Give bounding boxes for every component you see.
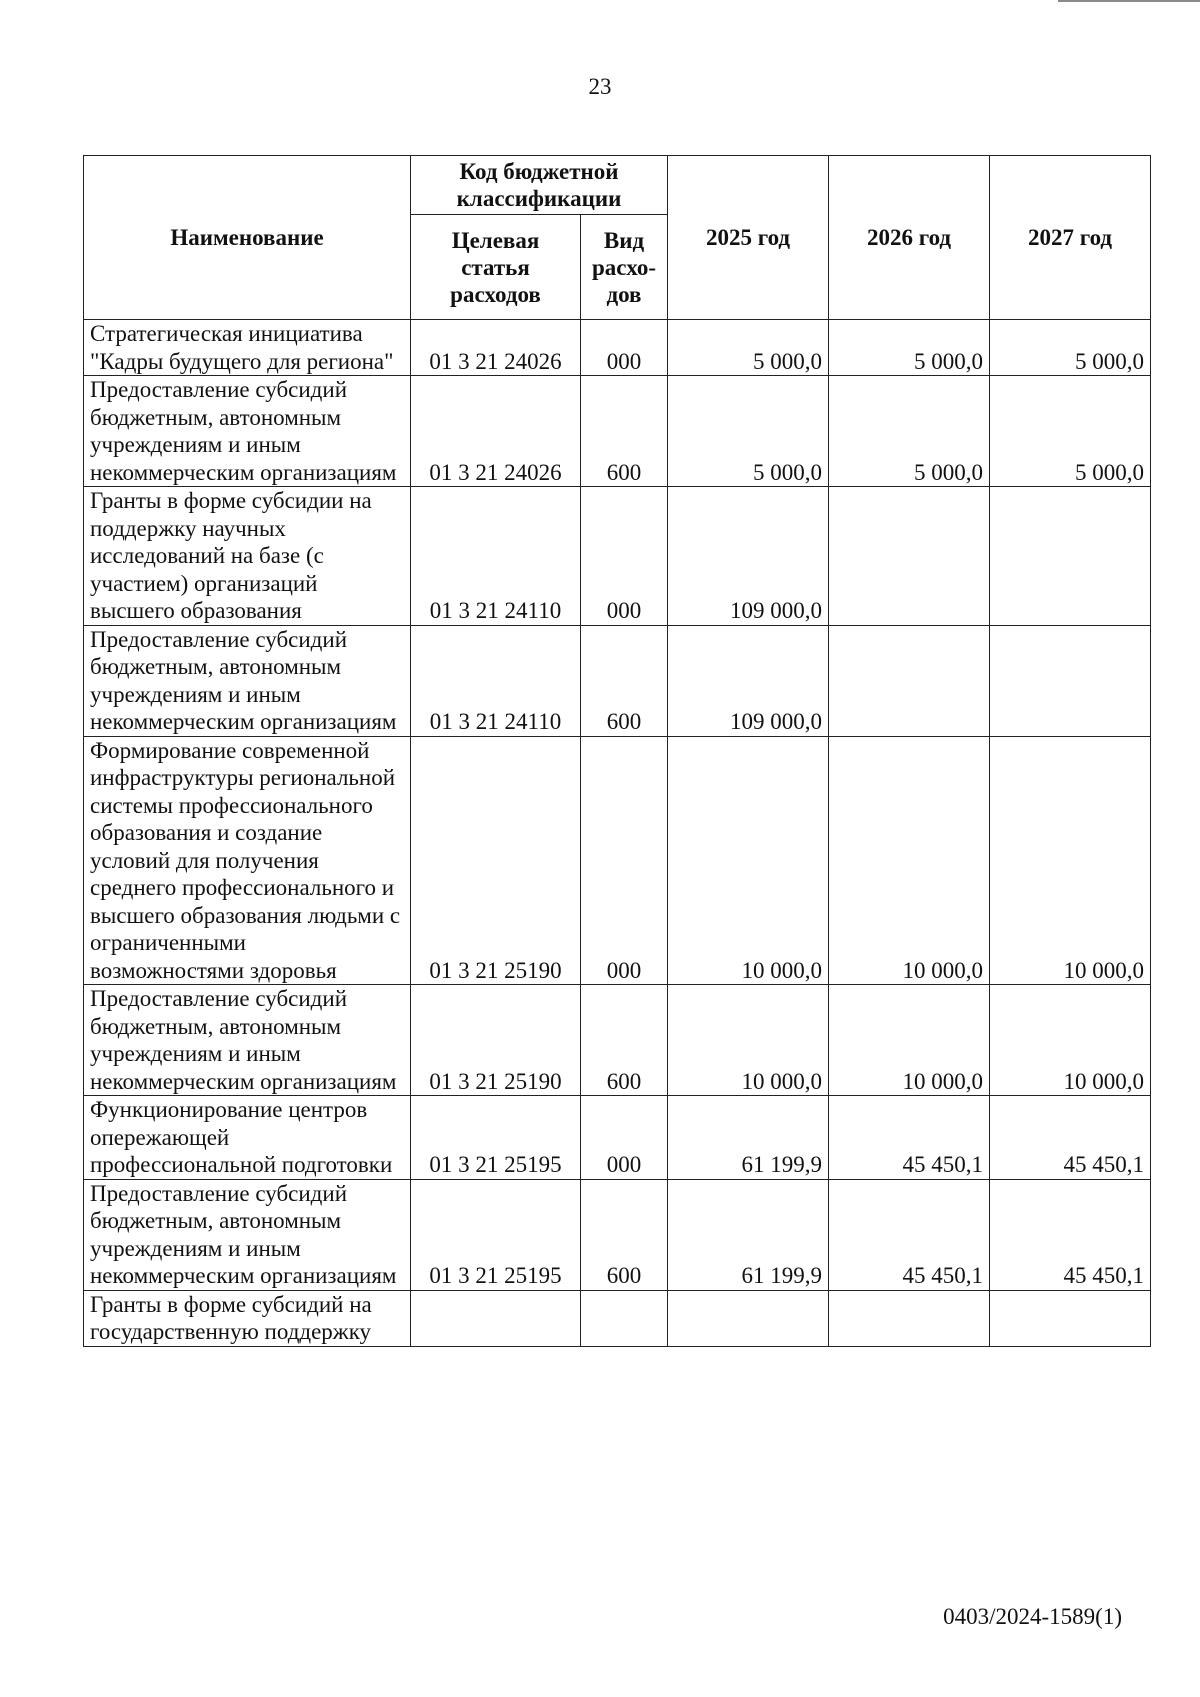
table-row — [84, 487, 1151, 626]
row-expense-type: 000 — [581, 487, 668, 626]
row-value-2026 — [829, 625, 990, 736]
page-number: 23 — [588, 74, 612, 99]
row-value-2027 — [990, 625, 1151, 736]
row-value-2026: 5 000,0 — [829, 320, 990, 376]
row-target-article: 01 3 21 24026 — [411, 320, 581, 376]
row-name: Предоставление субсидий бюджетным, автономным учреждениям и иным некоммерческим организациям — [84, 1179, 411, 1290]
row-value-2025: 10 000,0 — [668, 985, 829, 1096]
row-value-2027: 10 000,0 — [990, 985, 1151, 1096]
row-value-2027: 10 000,0 — [990, 736, 1151, 985]
row-name: Гранты в форме субсидии на поддержку научных исследований на базе (с участием) организаций высшего образования — [84, 487, 411, 626]
row-target-article: 01 3 21 25190 — [411, 736, 581, 985]
row-expense-type — [581, 1290, 668, 1346]
row-value-2026 — [829, 487, 990, 626]
header-target-article: Целевая статья расходов — [411, 215, 581, 320]
row-value-2027: 45 450,1 — [990, 1179, 1151, 1290]
row-value-2027: 45 450,1 — [990, 1096, 1151, 1180]
row-name: Формирование современной инфраструктуры региональной системы профессионального образования и создание условий для получения среднего профессионального и высшего образования людьми с ограниченными возможностями здоровья — [84, 736, 411, 985]
row-target-article: 01 3 21 24110 — [411, 625, 581, 736]
row-value-2026: 45 450,1 — [829, 1096, 990, 1180]
header-2025: 2025 год — [668, 156, 829, 320]
row-expense-type: 000 — [581, 1096, 668, 1180]
table-row — [84, 376, 1151, 487]
row-value-2025: 5 000,0 — [668, 320, 829, 376]
row-expense-type: 600 — [581, 625, 668, 736]
table-header — [84, 156, 1151, 320]
row-target-article: 01 3 21 25190 — [411, 985, 581, 1096]
row-name: Предоставление субсидий бюджетным, автономным учреждениям и иным некоммерческим организациям — [84, 625, 411, 736]
row-value-2027: 5 000,0 — [990, 320, 1151, 376]
row-value-2026 — [829, 1290, 990, 1346]
row-name: Стратегическая инициатива "Кадры будущего для региона" — [84, 320, 411, 376]
table-row — [84, 1290, 1151, 1346]
row-value-2026: 5 000,0 — [829, 376, 990, 487]
header-expense-type: Вид расхо-дов — [581, 215, 668, 320]
row-expense-type: 000 — [581, 736, 668, 985]
row-value-2027 — [990, 1290, 1151, 1346]
row-name: Функционирование центров опережающей профессиональной подготовки — [84, 1096, 411, 1180]
row-value-2025: 109 000,0 — [668, 625, 829, 736]
table-row — [84, 320, 1151, 376]
row-value-2027 — [990, 487, 1151, 626]
table-row — [84, 1179, 1151, 1290]
row-value-2027: 5 000,0 — [990, 376, 1151, 487]
table-row — [84, 1096, 1151, 1180]
row-expense-type: 600 — [581, 985, 668, 1096]
document-id: 0403/2024-1589(1) — [943, 1604, 1122, 1629]
row-target-article: 01 3 21 25195 — [411, 1096, 581, 1180]
row-expense-type: 000 — [581, 320, 668, 376]
row-name: Гранты в форме субсидий на государственную поддержку — [84, 1290, 411, 1346]
row-target-article — [411, 1290, 581, 1346]
row-name: Предоставление субсидий бюджетным, автономным учреждениям и иным некоммерческим организациям — [84, 985, 411, 1096]
row-target-article: 01 3 21 24026 — [411, 376, 581, 487]
table-row — [84, 625, 1151, 736]
row-value-2026: 45 450,1 — [829, 1179, 990, 1290]
budget-table — [83, 155, 1151, 1347]
row-name: Предоставление субсидий бюджетным, автономным учреждениям и иным некоммерческим организациям — [84, 376, 411, 487]
header-name: Наименование — [84, 156, 411, 320]
header-2026: 2026 год — [829, 156, 990, 320]
row-target-article: 01 3 21 24110 — [411, 487, 581, 626]
row-value-2025: 61 199,9 — [668, 1096, 829, 1180]
table-row — [84, 985, 1151, 1096]
header-2027: 2027 год — [990, 156, 1151, 320]
row-value-2025: 61 199,9 — [668, 1179, 829, 1290]
header-code-group: Код бюджетной классификации — [411, 156, 668, 215]
row-target-article: 01 3 21 25195 — [411, 1179, 581, 1290]
row-value-2025 — [668, 1290, 829, 1346]
row-value-2025: 10 000,0 — [668, 736, 829, 985]
row-value-2026: 10 000,0 — [829, 985, 990, 1096]
row-value-2026: 10 000,0 — [829, 736, 990, 985]
row-expense-type: 600 — [581, 376, 668, 487]
row-expense-type: 600 — [581, 1179, 668, 1290]
row-value-2025: 5 000,0 — [668, 376, 829, 487]
table-row — [84, 736, 1151, 985]
row-value-2025: 109 000,0 — [668, 487, 829, 626]
table-body — [84, 320, 1151, 1347]
top-edge-rule — [1058, 0, 1200, 2]
